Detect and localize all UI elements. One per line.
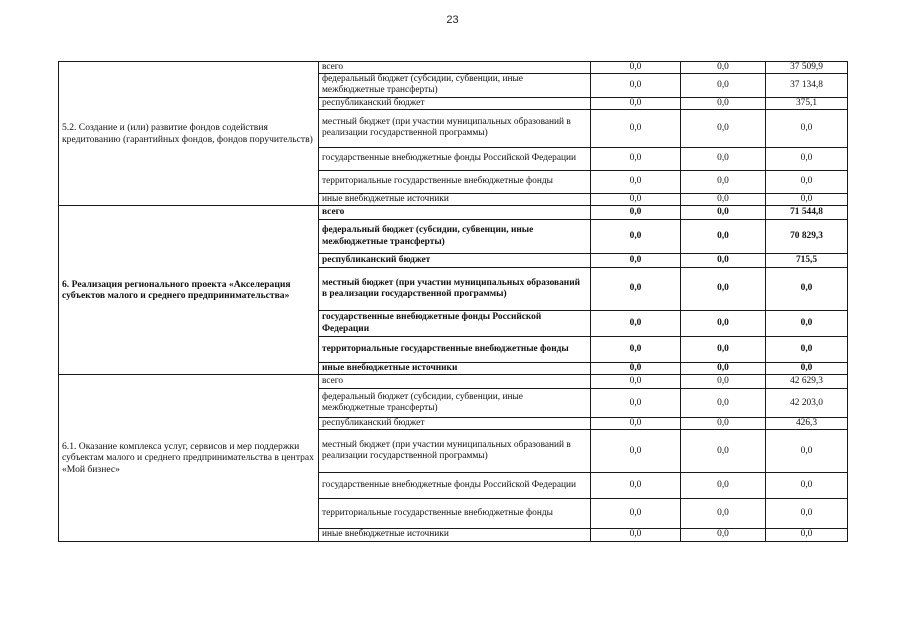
- funding-source: местный бюджет (при участии муниципальных образований в реализации государственной программы): [319, 430, 591, 473]
- value-col-1: 0,0: [591, 74, 681, 97]
- value-col-3: 37 509,9: [766, 62, 848, 74]
- table-row: [59, 62, 848, 74]
- value-col-3: 426,3: [766, 418, 848, 430]
- value-col-1: 0,0: [591, 62, 681, 74]
- value-col-2: 0,0: [681, 418, 766, 430]
- funding-source: федеральный бюджет (субсидии, субвенции, иные межбюджетные трансферты): [319, 389, 591, 418]
- funding-source: государственные внебюджетные фонды Российской Федерации: [319, 147, 591, 170]
- value-col-1: 0,0: [591, 473, 681, 499]
- funding-source: иные внебюджетные источники: [319, 529, 591, 541]
- value-col-2: 0,0: [681, 147, 766, 170]
- value-col-3: 0,0: [766, 193, 848, 205]
- value-col-2: 0,0: [681, 529, 766, 541]
- funding-source: республиканский бюджет: [319, 97, 591, 109]
- value-col-1: 0,0: [591, 363, 681, 375]
- value-col-3: 375,1: [766, 97, 848, 109]
- value-col-1: 0,0: [591, 254, 681, 268]
- value-col-3: 0,0: [766, 499, 848, 529]
- value-col-3: 0,0: [766, 363, 848, 375]
- funding-source: всего: [319, 62, 591, 74]
- value-col-3: 0,0: [766, 473, 848, 499]
- financing-table: [58, 61, 848, 542]
- funding-source: территориальные государственные внебюджетные фонды: [319, 170, 591, 193]
- funding-source: иные внебюджетные источники: [319, 363, 591, 375]
- value-col-3: 42 203,0: [766, 389, 848, 418]
- value-col-2: 0,0: [681, 499, 766, 529]
- value-col-3: 0,0: [766, 109, 848, 147]
- funding-source: всего: [319, 206, 591, 220]
- funding-source: территориальные государственные внебюджетные фонды: [319, 337, 591, 363]
- funding-source: республиканский бюджет: [319, 254, 591, 268]
- value-col-1: 0,0: [591, 337, 681, 363]
- funding-source: государственные внебюджетные фонды Российской Федерации: [319, 311, 591, 337]
- table-row: [59, 375, 848, 389]
- value-col-1: 0,0: [591, 311, 681, 337]
- value-col-3: 0,0: [766, 147, 848, 170]
- value-col-1: 0,0: [591, 193, 681, 205]
- value-col-1: 0,0: [591, 220, 681, 254]
- value-col-1: 0,0: [591, 375, 681, 389]
- funding-source: государственные внебюджетные фонды Российской Федерации: [319, 473, 591, 499]
- value-col-2: 0,0: [681, 109, 766, 147]
- value-col-1: 0,0: [591, 147, 681, 170]
- value-col-1: 0,0: [591, 97, 681, 109]
- value-col-1: 0,0: [591, 109, 681, 147]
- value-col-2: 0,0: [681, 193, 766, 205]
- value-col-2: 0,0: [681, 311, 766, 337]
- value-col-1: 0,0: [591, 529, 681, 541]
- value-col-1: 0,0: [591, 268, 681, 311]
- value-col-1: 0,0: [591, 418, 681, 430]
- value-col-2: 0,0: [681, 389, 766, 418]
- funding-source: местный бюджет (при участии муниципальных образований в реализации государственной программы): [319, 109, 591, 147]
- funding-source: федеральный бюджет (субсидии, субвенции, иные межбюджетные трансферты): [319, 74, 591, 97]
- value-col-3: 0,0: [766, 430, 848, 473]
- value-col-2: 0,0: [681, 206, 766, 220]
- value-col-3: 0,0: [766, 337, 848, 363]
- value-col-1: 0,0: [591, 206, 681, 220]
- value-col-2: 0,0: [681, 473, 766, 499]
- value-col-2: 0,0: [681, 430, 766, 473]
- value-col-3: 0,0: [766, 170, 848, 193]
- activity-name: 5.2. Создание и (или) развитие фондов содействия кредитованию (гарантийных фондов, фондов поручительств): [59, 62, 319, 206]
- value-col-2: 0,0: [681, 220, 766, 254]
- value-col-2: 0,0: [681, 254, 766, 268]
- table-row: [59, 206, 848, 220]
- page-number: 23: [446, 14, 459, 26]
- funding-source: всего: [319, 375, 591, 389]
- value-col-1: 0,0: [591, 170, 681, 193]
- activity-name: 6. Реализация регионального проекта «Акселерация субъектов малого и среднего предпринимательства»: [59, 206, 319, 375]
- value-col-1: 0,0: [591, 430, 681, 473]
- value-col-2: 0,0: [681, 74, 766, 97]
- value-col-3: 0,0: [766, 311, 848, 337]
- funding-source: республиканский бюджет: [319, 418, 591, 430]
- funding-source: местный бюджет (при участии муниципальных образований в реализации государственной программы): [319, 268, 591, 311]
- value-col-3: 0,0: [766, 268, 848, 311]
- activity-name: 6.1. Оказание комплекса услуг, сервисов и мер поддержки субъектам малого и среднего предпринимательства в центрах «Мой бизнес»: [59, 375, 319, 541]
- value-col-2: 0,0: [681, 337, 766, 363]
- value-col-3: 0,0: [766, 529, 848, 541]
- value-col-3: 42 629,3: [766, 375, 848, 389]
- value-col-2: 0,0: [681, 375, 766, 389]
- value-col-3: 37 134,8: [766, 74, 848, 97]
- value-col-3: 71 544,8: [766, 206, 848, 220]
- funding-source: федеральный бюджет (субсидии, субвенции, иные межбюджетные трансферты): [319, 220, 591, 254]
- value-col-2: 0,0: [681, 268, 766, 311]
- value-col-3: 715,5: [766, 254, 848, 268]
- value-col-2: 0,0: [681, 170, 766, 193]
- value-col-3: 70 829,3: [766, 220, 848, 254]
- value-col-2: 0,0: [681, 97, 766, 109]
- value-col-1: 0,0: [591, 499, 681, 529]
- funding-source: иные внебюджетные источники: [319, 193, 591, 205]
- funding-source: территориальные государственные внебюджетные фонды: [319, 499, 591, 529]
- value-col-2: 0,0: [681, 62, 766, 74]
- value-col-2: 0,0: [681, 363, 766, 375]
- value-col-1: 0,0: [591, 389, 681, 418]
